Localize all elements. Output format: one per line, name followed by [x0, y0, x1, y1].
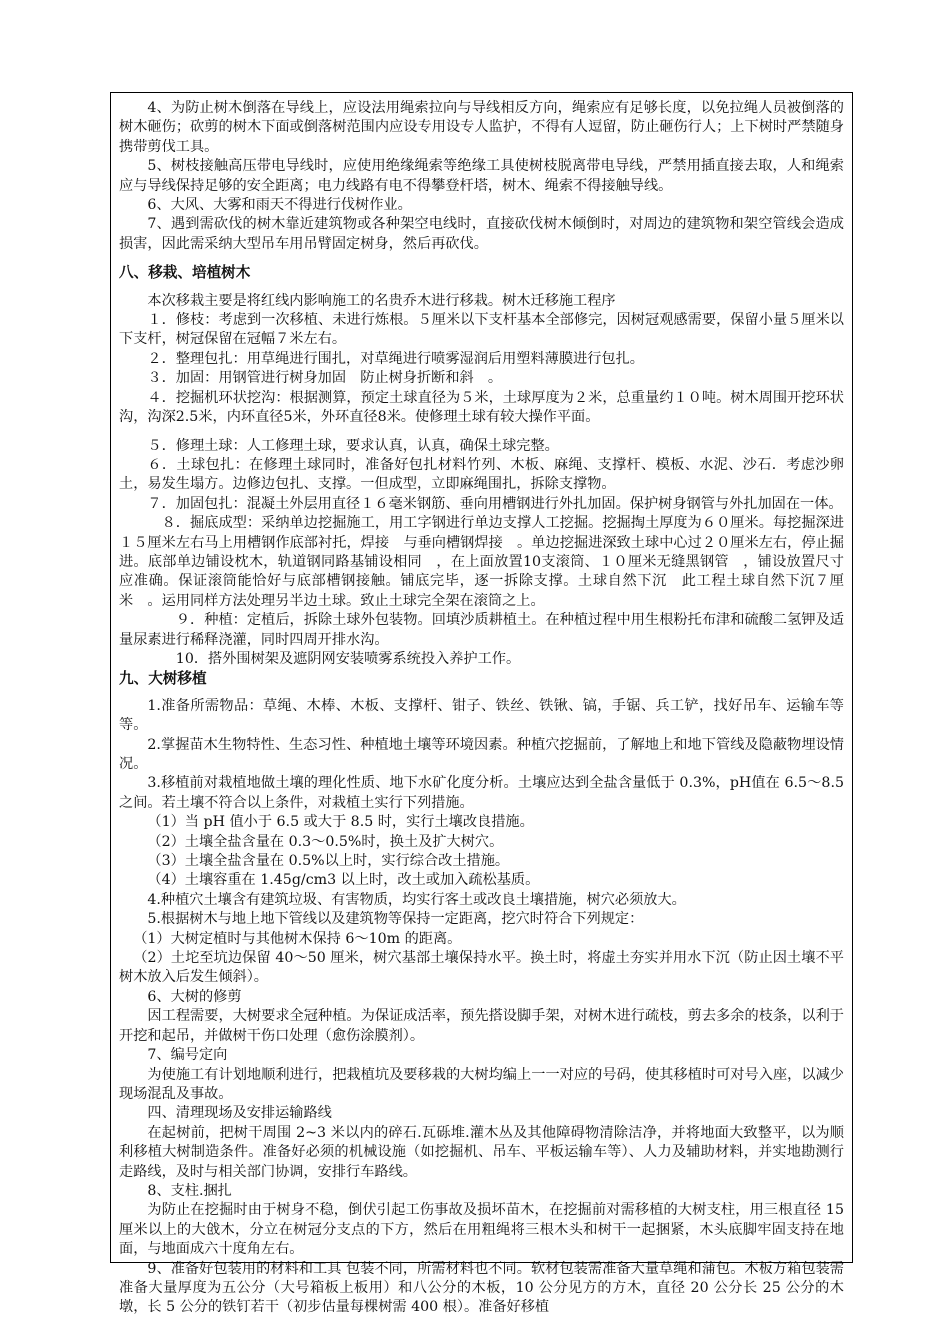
sub-item: （4）土壤容重在 1.45g/cm3 以上时，改土或加入疏松基质。: [147, 872, 540, 889]
item: 2.掌握苗木生物特性、生态习性、种植地土壤等环境因素。种植穴挖掘前，了解地上和地下管线及隐蔽物埋设情况。: [119, 736, 844, 772]
section-heading: 九、大树移植: [119, 670, 207, 688]
sub-item: （3）土壤全盐含量在 0.5%以上时，实行综合改土措施。: [147, 853, 510, 870]
step: ９．种植：定植后，拆除土球外包装物。回填沙质耕植土。在种植过程中用生根粉托布津和硫酸二氢钾及适量尿素进行稀释浇灌，同时四周开排水沟。: [119, 612, 844, 648]
paragraph: 6、大风、大雾和雨天不得进行伐树作业。: [147, 197, 412, 214]
step: ２．整理包扎：用草绳进行围扎，对草绳进行喷雾湿润后用塑料薄膜进行包扎。: [147, 350, 644, 367]
paragraph: 9、准备好包装用的材料和工具 包装不同，所需材料也不同。软材包装需准备大量草绳和蒲包。木板方箱包装需准备大量厚度为五公分（大号箱板上板用）和八公分的木板，10 公分见方的方木，直径 20 公分长 25 公分的木墩，长 5 公分的铁钉若干（初步估量每棵树需 400 根）。准备好移植: [119, 1260, 844, 1316]
section-heading: 八、移栽、培植树木: [119, 264, 251, 282]
item: 3.移植前对栽植地做土壤的理化性质、地下水矿化度分析。土壤应达到全盐含量低于 0.3%，pH值在 6.5～8.5 之间。若土壤不符合以上条件，对栽植土实行下列措施。: [119, 775, 844, 811]
sub-item: （2）土壤全盐含量在 0.3～0.5%时，换土及扩大树穴。: [147, 833, 504, 850]
item: 5.根据树木与地上地下管线以及建筑物等保持一定距离，挖穴时符合下列规定：: [147, 911, 644, 928]
paragraph: 在起树前，把树干周围 2~3 米以内的碎石.瓦砾堆.灌木丛及其他障碍物清除洁净，并将地面大致整平，以为顺利移植大树制造条件。准备好必须的机械设施（如挖掘机、吊车、平板运输车等）、人力及辅助材料，并实地勘测行走路线，及时与相关部门协调，安排行车路线。: [119, 1124, 844, 1180]
subheading: 8、支柱.捆扎: [147, 1182, 232, 1199]
paragraph: 为防止在挖掘时由于树身不稳，倒伏引起工伤事故及损坏苗木，在挖掘前对需移植的大树支柱，用三根直径 15 厘米以上的大戗木，分立在树冠分支点的下方，然后在用粗绳将三根木头和树干一起捆紧，木头底脚牢固支持在地面，与地面成六十度角左右。: [119, 1202, 844, 1258]
step: １．修枝：考虑到一次移植、未进行炼根。５厘米以下支杆基本全部修完，因树冠观感需要，保留小量５厘米以下支杆，树冠保留在冠幅７米左右。: [119, 312, 844, 348]
step: ８．掘底成型：采纳单边挖掘施工，用工字钢进行单边支撑人工挖掘。挖掘掏土厚度为６０厘米。每挖掘深进１５厘米左右马上用槽钢作底部衬托，焊接 与垂向槽钢焊接 。单边挖掘进深致土球中心过２０厘米左右，停止掘进。底部单边铺设枕木，轨道钢同路基铺设相同 ，在上面放置10支滚筒、１０厘米无缝黑钢管 ，铺设放置尺寸应准确。保证滚筒能恰好与底部槽钢接触。铺底完毕，逐一拆除支撑。土球自然下沉 此工程土球自然下沉７厘米 。运用同样方法处理另半边土球。致止土球完全架在滚筒之上。: [119, 515, 844, 609]
step: ５．修理土球：人工修理土球，要求认真，认真，确保土球完整。: [147, 437, 559, 454]
step: ４．挖掘机环状挖沟：根据测算，预定土球直径为５米，土球厚度为２米，总重量约１０吨。树木周围开挖环状沟，沟深2.5米，内环直径5米，外环直径8米。使修理土球有较大操作平面。: [119, 389, 844, 426]
step: ６．土球包扎：在修理土球同时，准备好包扎材料竹列、木板、麻绳、支撑杆、模板、水泥、沙石．考虑沙卵土，易发生塌方。边修边包扎、支撑。一但成型，立即麻绳围扎，拆除支撑物。: [119, 456, 844, 493]
subheading: 四、清理现场及安排运输路线: [147, 1105, 332, 1122]
item: 1.准备所需物品：草绳、木棒、木板、支撑杆、钳子、铁丝、铁锹、镐，手锯、兵工铲，找好吊车、运输车等等。: [119, 697, 844, 734]
paragraph: 本次移栽主要是将红线内影响施工的名贵乔木进行移栽。树木迁移施工程序: [147, 292, 616, 309]
sub-item: （1）当 pH 值小于 6.5 或大于 8.5 时，实行土壤改良措施。: [147, 814, 534, 831]
step: 10．搭外围树架及遮阴网安装喷雾系统投入养护工作。: [175, 650, 521, 667]
paragraph: 5、树枝接触高压带电导线时，应使用绝缘绳索等绝缘工具使树枝脱离带电导线，严禁用插直接去取，人和绳索应与导线保持足够的安全距离；电力线路有电不得攀登杆塔，树木、绳索不得接触导线。: [119, 158, 844, 194]
paragraph: 4、为防止树木倒落在导线上，应设法用绳索拉向与导线相反方向，绳索应有足够长度，以免拉绳人员被倒落的树木砸伤；砍剪的树木下面或倒落树范围内应设专用设专人监护，不得有人逗留，防止砸伤行人；上下树时严禁随身携带剪伐工具。: [119, 100, 844, 155]
paragraph: 为使施工有计划地顺利进行，把栽植坑及要移栽的大树均编上一一对应的号码，使其移植时可对号入座，以减少现场混乱及事故。: [119, 1066, 844, 1102]
sub-item: （2）土坨至坑边保留 40～50 厘米，树穴基部土壤保持水平。换土时，将虚土夯实并用水下沉（防止因土壤不平树木放入后发生倾斜）。: [119, 950, 844, 986]
step: ３．加固：用钢管进行树身加固 防止树身折断和斜 。: [147, 370, 503, 387]
subheading: 7、编号定向: [147, 1047, 228, 1064]
paragraph: 因工程需要，大树要求全冠种植。为保证成活率，预先搭设脚手架，对树木进行疏枝，剪去多余的枝条，以利于开挖和起吊，并做树干伤口处理（愈伤涂膜剂）。: [119, 1008, 844, 1044]
document-frame: [110, 92, 853, 1316]
item: 4.种植穴土壤含有建筑垃圾、有害物质，均实行客土或改良土壤措施，树穴必须放大。: [147, 891, 686, 908]
document-body: [111, 93, 852, 1318]
step: ７．加固包扎：混凝土外层用直径１６毫米钢筋、垂向用槽钢进行外扎加固。保护树身钢管与外扎加固在一体。: [147, 495, 843, 512]
subheading: 6、大树的修剪: [147, 988, 242, 1005]
paragraph: 7、遇到需砍伐的树木靠近建筑物或各种架空电线时，直接砍伐树木倾倒时，对周边的建筑物和架空管线会造成损害，因此需采纳大型吊车用吊臂固定树身，然后再砍伐。: [119, 216, 844, 252]
sub-item: （1）大树定植时与其他树木保持 6～10m 的距离。: [133, 930, 462, 947]
